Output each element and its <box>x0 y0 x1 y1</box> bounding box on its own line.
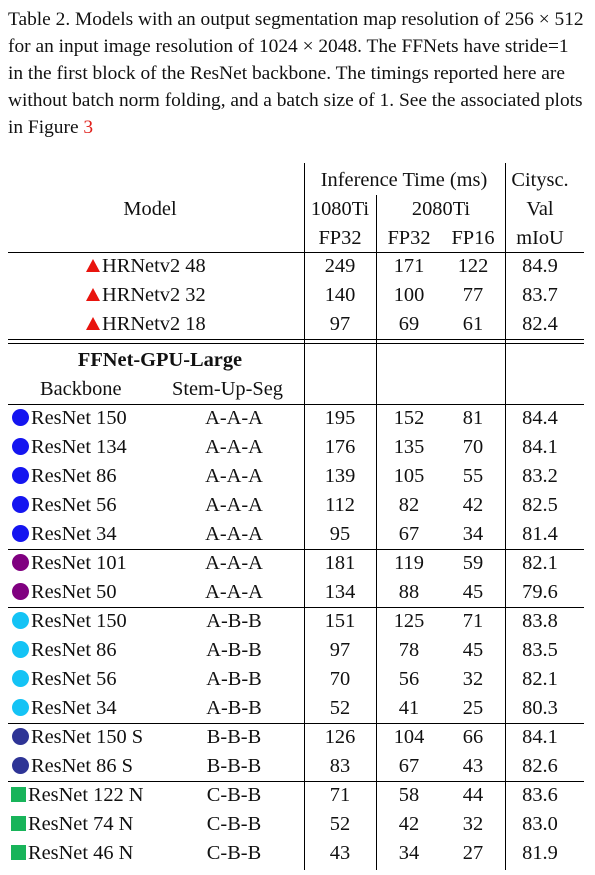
red-triangle-marker-icon <box>86 288 100 301</box>
circle-marker-icon <box>12 525 29 542</box>
model-name-text: ResNet 150 <box>31 407 127 429</box>
cell-model-name <box>12 694 117 722</box>
cell-stem-up-seg: A-A-A <box>205 494 263 516</box>
model-name-text: ResNet 50 <box>31 581 117 603</box>
cell-model-name <box>12 723 143 751</box>
cell-stem-up-seg: A-B-B <box>206 697 262 719</box>
cell-stem-up-seg: A-A-A <box>205 436 263 458</box>
header-miou: mIoU <box>516 227 564 249</box>
cell-miou: 84.1 <box>522 436 558 458</box>
cell-stem-up-seg: A-A-A <box>205 523 263 545</box>
cell-stem-up-seg: A-A-A <box>205 465 263 487</box>
cell-1080ti-fp32: 43 <box>329 842 351 864</box>
cell-1080ti-fp32: 95 <box>329 523 351 545</box>
cell-miou: 83.6 <box>522 784 558 806</box>
model-name-text: ResNet 56 <box>31 494 117 516</box>
cell-miou: 82.1 <box>522 552 558 574</box>
cell-2080ti-fp16: 81 <box>462 407 484 429</box>
cell-1080ti-fp32: 181 <box>324 552 356 574</box>
cell-miou: 83.8 <box>522 610 558 632</box>
cell-miou: 81.9 <box>522 842 558 864</box>
cell-2080ti-fp32: 34 <box>398 842 420 864</box>
cell-miou: 83.2 <box>522 465 558 487</box>
rule-section <box>8 339 584 340</box>
circle-marker-icon <box>12 496 29 513</box>
model-name-text: HRNetv2 18 <box>102 313 206 335</box>
cell-2080ti-fp32: 67 <box>398 523 420 545</box>
cell-miou: 82.6 <box>522 755 558 777</box>
cell-stem-up-seg: A-A-A <box>205 581 263 603</box>
cell-1080ti-fp32: 126 <box>324 726 356 748</box>
cell-1080ti-fp32: 140 <box>324 284 356 306</box>
cell-stem-up-seg: B-B-B <box>206 726 262 748</box>
model-name-text: ResNet 56 <box>31 668 117 690</box>
cell-miou: 83.5 <box>522 639 558 661</box>
cell-2080ti-fp32: 171 <box>393 255 425 277</box>
model-name-text: ResNet 134 <box>31 436 127 458</box>
cell-1080ti-fp32: 83 <box>329 755 351 777</box>
cell-2080ti-fp32: 88 <box>398 581 420 603</box>
cell-2080ti-fp32: 152 <box>393 407 425 429</box>
cell-miou: 82.4 <box>522 313 558 335</box>
cell-2080ti-fp32: 135 <box>393 436 425 458</box>
cell-2080ti-fp16: 27 <box>462 842 484 864</box>
cell-model-name <box>12 520 117 548</box>
circle-marker-icon <box>12 409 29 426</box>
model-name-text: ResNet 150 <box>31 610 127 632</box>
cell-1080ti-fp32: 70 <box>329 668 351 690</box>
cell-model-name <box>12 404 127 432</box>
green-square-marker-icon <box>11 845 26 860</box>
cell-2080ti-fp16: 55 <box>462 465 484 487</box>
cell-2080ti-fp16: 32 <box>462 813 484 835</box>
cell-2080ti-fp32: 104 <box>393 726 425 748</box>
model-name-text: ResNet 150 S <box>31 726 144 748</box>
cell-2080ti-fp16: 59 <box>462 552 484 574</box>
cell-model-name <box>86 252 206 280</box>
cell-model-name <box>12 752 133 780</box>
cell-2080ti-fp32: 56 <box>398 668 420 690</box>
column-stem-up-seg: Stem-Up-Seg <box>172 378 284 400</box>
cell-2080ti-fp32: 125 <box>393 610 425 632</box>
cell-model-name <box>11 839 133 867</box>
circle-marker-icon <box>12 467 29 484</box>
column-backbone: Backbone <box>40 378 122 400</box>
cell-1080ti-fp32: 195 <box>324 407 356 429</box>
cell-model-name <box>86 310 206 338</box>
cell-miou: 81.4 <box>522 523 558 545</box>
header-1080ti: 1080Ti <box>310 198 370 220</box>
cell-2080ti-fp16: 61 <box>462 313 484 335</box>
cell-miou: 84.9 <box>522 255 558 277</box>
cell-2080ti-fp32: 119 <box>394 552 424 574</box>
cell-1080ti-fp32: 249 <box>324 255 356 277</box>
cell-1080ti-fp32: 134 <box>324 581 356 603</box>
cell-2080ti-fp16: 70 <box>462 436 484 458</box>
header-fp16-2080: FP16 <box>451 227 495 249</box>
circle-marker-icon <box>12 699 29 716</box>
cell-stem-up-seg: A-A-A <box>205 552 263 574</box>
cell-model-name <box>11 810 133 838</box>
cell-model-name <box>12 607 127 635</box>
cell-2080ti-fp16: 34 <box>462 523 484 545</box>
cell-stem-up-seg: C-B-B <box>206 813 262 835</box>
cell-2080ti-fp32: 41 <box>398 697 420 719</box>
cell-stem-up-seg: A-B-B <box>206 668 262 690</box>
circle-marker-icon <box>12 583 29 600</box>
red-triangle-marker-icon <box>86 317 100 330</box>
circle-marker-icon <box>12 612 29 629</box>
cell-2080ti-fp32: 42 <box>398 813 420 835</box>
cell-1080ti-fp32: 97 <box>329 639 351 661</box>
cell-miou: 79.6 <box>522 581 558 603</box>
cell-2080ti-fp32: 78 <box>398 639 420 661</box>
header-fp32-2080: FP32 <box>387 227 431 249</box>
cell-1080ti-fp32: 52 <box>329 697 351 719</box>
cell-model-name <box>12 433 127 461</box>
header-model: Model <box>123 198 177 220</box>
green-square-marker-icon <box>11 816 26 831</box>
model-name-text: ResNet 46 N <box>28 842 134 864</box>
cell-stem-up-seg: B-B-B <box>206 755 262 777</box>
section-title-ffnet-gpu-large: FFNet-GPU-Large <box>77 349 243 371</box>
cell-stem-up-seg: A-B-B <box>206 610 262 632</box>
header-2080ti: 2080Ti <box>411 198 471 220</box>
cell-miou: 84.4 <box>522 407 558 429</box>
cell-miou: 83.7 <box>522 284 558 306</box>
model-name-text: ResNet 34 <box>31 697 117 719</box>
cell-1080ti-fp32: 71 <box>329 784 351 806</box>
circle-marker-icon <box>12 641 29 658</box>
cell-2080ti-fp16: 77 <box>462 284 484 306</box>
rule-section-double <box>8 343 584 344</box>
green-square-marker-icon <box>11 787 26 802</box>
cell-stem-up-seg: C-B-B <box>206 784 262 806</box>
cell-miou: 82.1 <box>522 668 558 690</box>
cell-model-name <box>12 665 117 693</box>
cell-miou: 82.5 <box>522 494 558 516</box>
cell-model-name <box>86 281 206 309</box>
model-name-text: HRNetv2 48 <box>102 255 206 277</box>
cell-miou: 83.0 <box>522 813 558 835</box>
circle-marker-icon <box>12 757 29 774</box>
cell-2080ti-fp16: 43 <box>462 755 484 777</box>
cell-2080ti-fp32: 82 <box>398 494 420 516</box>
cell-2080ti-fp16: 122 <box>457 255 489 277</box>
cell-model-name <box>12 549 127 577</box>
header-fp32-1080: FP32 <box>318 227 362 249</box>
cell-2080ti-fp16: 45 <box>462 581 484 603</box>
cell-2080ti-fp16: 25 <box>462 697 484 719</box>
model-name-text: ResNet 101 <box>31 552 127 574</box>
cell-2080ti-fp16: 44 <box>462 784 484 806</box>
cell-1080ti-fp32: 52 <box>329 813 351 835</box>
circle-marker-icon <box>12 438 29 455</box>
circle-marker-icon <box>12 670 29 687</box>
model-name-text: ResNet 86 <box>31 465 117 487</box>
cell-2080ti-fp16: 32 <box>462 668 484 690</box>
cell-2080ti-fp32: 69 <box>398 313 420 335</box>
cell-model-name <box>11 781 144 809</box>
cell-stem-up-seg: A-B-B <box>206 639 262 661</box>
cell-stem-up-seg: A-A-A <box>205 407 263 429</box>
cell-2080ti-fp32: 58 <box>398 784 420 806</box>
cell-2080ti-fp32: 105 <box>393 465 425 487</box>
cell-2080ti-fp16: 66 <box>462 726 484 748</box>
cell-1080ti-fp32: 151 <box>324 610 356 632</box>
header-citysc: Citysc. <box>511 169 569 191</box>
cell-miou: 80.3 <box>522 697 558 719</box>
model-name-text: ResNet 122 N <box>28 784 144 806</box>
model-name-text: HRNetv2 32 <box>102 284 206 306</box>
cell-1080ti-fp32: 176 <box>324 436 356 458</box>
header-inference-time: Inference Time (ms) <box>320 169 488 191</box>
cell-2080ti-fp16: 45 <box>462 639 484 661</box>
cell-2080ti-fp16: 42 <box>462 494 484 516</box>
table-caption <box>8 6 588 141</box>
cell-2080ti-fp32: 100 <box>393 284 425 306</box>
caption-text: Table 2. Models with an output segmentation map resolution of 256 × 512 for an input image resolution of 1024 × 2048. The FFNets have stride=1 in the first block of the ResNet backbone. The timings reported here are without batch norm folding, and a batch size of 1. See the associated plots in Figure <box>8 9 584 138</box>
cell-1080ti-fp32: 139 <box>324 465 356 487</box>
cell-model-name <box>12 578 117 606</box>
cell-1080ti-fp32: 112 <box>325 494 355 516</box>
cell-2080ti-fp32: 67 <box>398 755 420 777</box>
cell-miou: 84.1 <box>522 726 558 748</box>
cell-model-name <box>12 462 117 490</box>
red-triangle-marker-icon <box>86 259 100 272</box>
cell-stem-up-seg: C-B-B <box>206 842 262 864</box>
model-name-text: ResNet 86 S <box>31 755 133 777</box>
cell-model-name <box>12 636 117 664</box>
figure-reference-link[interactable]: 3 <box>83 117 94 138</box>
cell-model-name <box>12 491 117 519</box>
circle-marker-icon <box>12 554 29 571</box>
cell-2080ti-fp16: 71 <box>462 610 484 632</box>
circle-marker-icon <box>12 728 29 745</box>
model-name-text: ResNet 74 N <box>28 813 134 835</box>
cell-1080ti-fp32: 97 <box>329 313 351 335</box>
model-name-text: ResNet 34 <box>31 523 117 545</box>
header-val: Val <box>526 198 554 220</box>
model-name-text: ResNet 86 <box>31 639 117 661</box>
